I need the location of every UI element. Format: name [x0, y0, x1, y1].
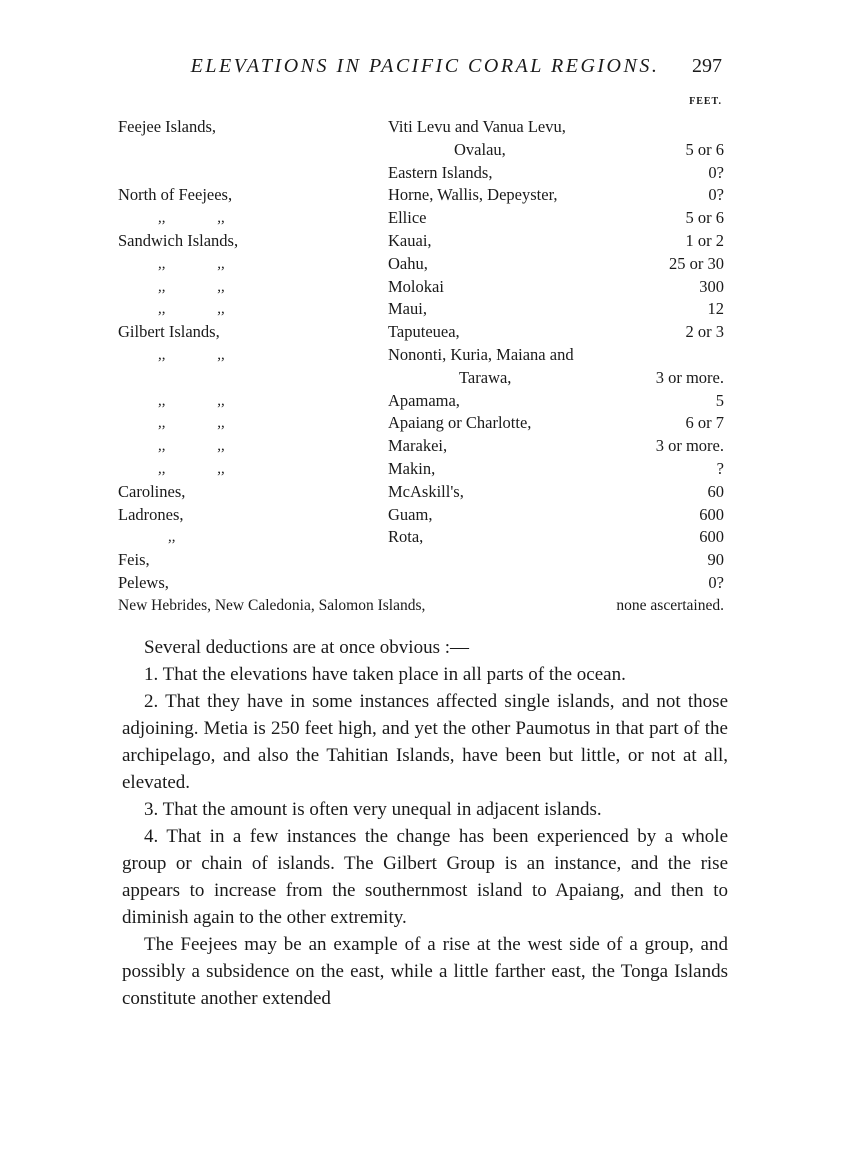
elevation-value: 600 — [699, 504, 724, 524]
island-name: Viti Levu and Vanua Levu, — [388, 117, 566, 136]
island-name: Apaiang or Charlotte, — [388, 413, 532, 433]
elevation-value: 0? — [708, 572, 724, 592]
table-row — [118, 139, 724, 162]
elevation-value: 0? — [708, 162, 724, 182]
elevation-value: 3 or more. — [655, 367, 724, 387]
island-group: Gilbert Islands, — [118, 322, 220, 342]
island-name: Ellice — [388, 208, 427, 228]
table-row — [118, 230, 724, 253]
elevation-value: 1 or 2 — [685, 230, 724, 250]
table-row — [118, 367, 724, 390]
island-name: Ovalau, — [454, 139, 506, 159]
island-name: Nononti, Kuria, Maiana and — [388, 344, 574, 364]
ditto-mark: ,, ,, — [158, 278, 225, 295]
deduction-4: 4. That in a few instances the change has been experienced by a whole group or chain of islands. The Gilbert Group is an instance, and the rise appears to increase from the southernmost island to Apaiang, and then to diminish again to the other extremity. — [122, 826, 728, 928]
island-name: Eastern Islands, — [388, 162, 493, 182]
ditto-mark: ,, ,, — [158, 415, 225, 432]
ditto-mark: ,, ,, — [158, 392, 225, 409]
body-text — [122, 634, 728, 1012]
table-row — [118, 526, 724, 549]
deduction-1: 1. That the elevations have taken place in all parts of the ocean. — [144, 664, 626, 685]
ditto-mark: ,, ,, — [158, 210, 225, 227]
island-name: Oahu, — [388, 253, 428, 273]
elevation-value: ? — [716, 458, 724, 478]
elevation-value: 6 or 7 — [685, 413, 724, 433]
elevation-value: 3 or more. — [655, 436, 724, 456]
island-group: Ladrones, — [118, 504, 184, 524]
island-name: Apamama, — [388, 390, 460, 410]
elevation-value: 25 or 30 — [669, 253, 724, 273]
closing-paragraph: The Feejees may be an example of a rise at the west side of a group, and possibly a subsidence on the east, while a little farther east, the Tonga Islands constitute another extended — [122, 934, 728, 1009]
table-row-last — [118, 595, 724, 618]
island-group: Feis, — [118, 550, 150, 570]
table-row — [118, 276, 724, 299]
table-row — [118, 549, 724, 572]
table-row — [118, 458, 724, 481]
island-name: Tarawa, — [459, 367, 512, 387]
table-row — [118, 412, 724, 435]
island-group: Pelews, — [118, 572, 169, 592]
table-row — [118, 207, 724, 230]
ditto-mark: ,, ,, — [158, 438, 225, 455]
elevation-value: 600 — [699, 527, 724, 547]
island-group: Carolines, — [118, 481, 186, 501]
page-number: 297 — [692, 55, 722, 77]
elevation-value: 0? — [708, 185, 724, 205]
deduction-3: 3. That the amount is often very unequal in adjacent islands. — [144, 799, 602, 820]
table-row — [118, 321, 724, 344]
ditto-mark: ,, — [168, 529, 176, 546]
island-name: Kauai, — [388, 230, 432, 250]
table-row — [118, 435, 724, 458]
table-row — [118, 162, 724, 185]
island-name: Makin, — [388, 458, 436, 478]
running-head-title: ELEVATIONS IN PACIFIC CORAL REGIONS. — [190, 55, 660, 77]
table-row — [118, 298, 724, 321]
elevation-value: 5 — [715, 390, 724, 410]
elevation-value: none ascertained. — [616, 596, 724, 614]
ditto-mark: ,, ,, — [158, 346, 225, 363]
unit-column-label: FEET. — [689, 96, 722, 107]
island-name: Horne, Wallis, Depeyster, — [388, 185, 558, 205]
elevation-value: 5 or 6 — [685, 208, 724, 228]
ditto-mark: ,, ,, — [158, 255, 225, 272]
table-row — [118, 184, 724, 207]
island-group: New Hebrides, New Caledonia, Salomon Islands, — [118, 596, 426, 614]
elevation-value: 300 — [699, 276, 724, 296]
table-row — [118, 116, 724, 139]
island-name: McAskill's, — [388, 481, 464, 501]
elevation-value: 5 or 6 — [685, 139, 724, 159]
elevation-value: 60 — [707, 481, 724, 501]
ditto-mark: ,, ,, — [158, 460, 225, 477]
island-group: Sandwich Islands, — [118, 230, 239, 250]
island-name: Molokai — [388, 276, 444, 296]
table-row — [118, 390, 724, 413]
table-row — [118, 572, 724, 595]
island-name: Maui, — [388, 299, 427, 319]
table-row — [118, 253, 724, 276]
island-name: Taputeuea, — [388, 322, 460, 342]
ditto-mark: ,, ,, — [158, 301, 225, 318]
elevation-value: 12 — [707, 299, 724, 319]
elevations-table — [118, 116, 724, 618]
island-group: North of Feejees, — [118, 185, 233, 205]
table-row — [118, 344, 724, 367]
table-row — [118, 481, 724, 504]
intro-paragraph: Several deductions are at once obvious :— — [144, 637, 470, 658]
island-name: Guam, — [388, 504, 433, 524]
elevation-value: 90 — [707, 550, 724, 570]
deduction-2: 2. That they have in some instances affected single islands, and not those adjoining. Metia is 250 feet high, and yet the other Paumotus in that part of the archipelago, and also the Tahitian Islands, have been but little, or not at all, elevated. — [122, 691, 728, 793]
table-row — [118, 504, 724, 527]
island-name: Marakei, — [388, 436, 448, 456]
island-name: Rota, — [388, 527, 424, 547]
elevation-value: 2 or 3 — [685, 322, 724, 342]
island-group: Feejee Islands, — [118, 117, 217, 136]
